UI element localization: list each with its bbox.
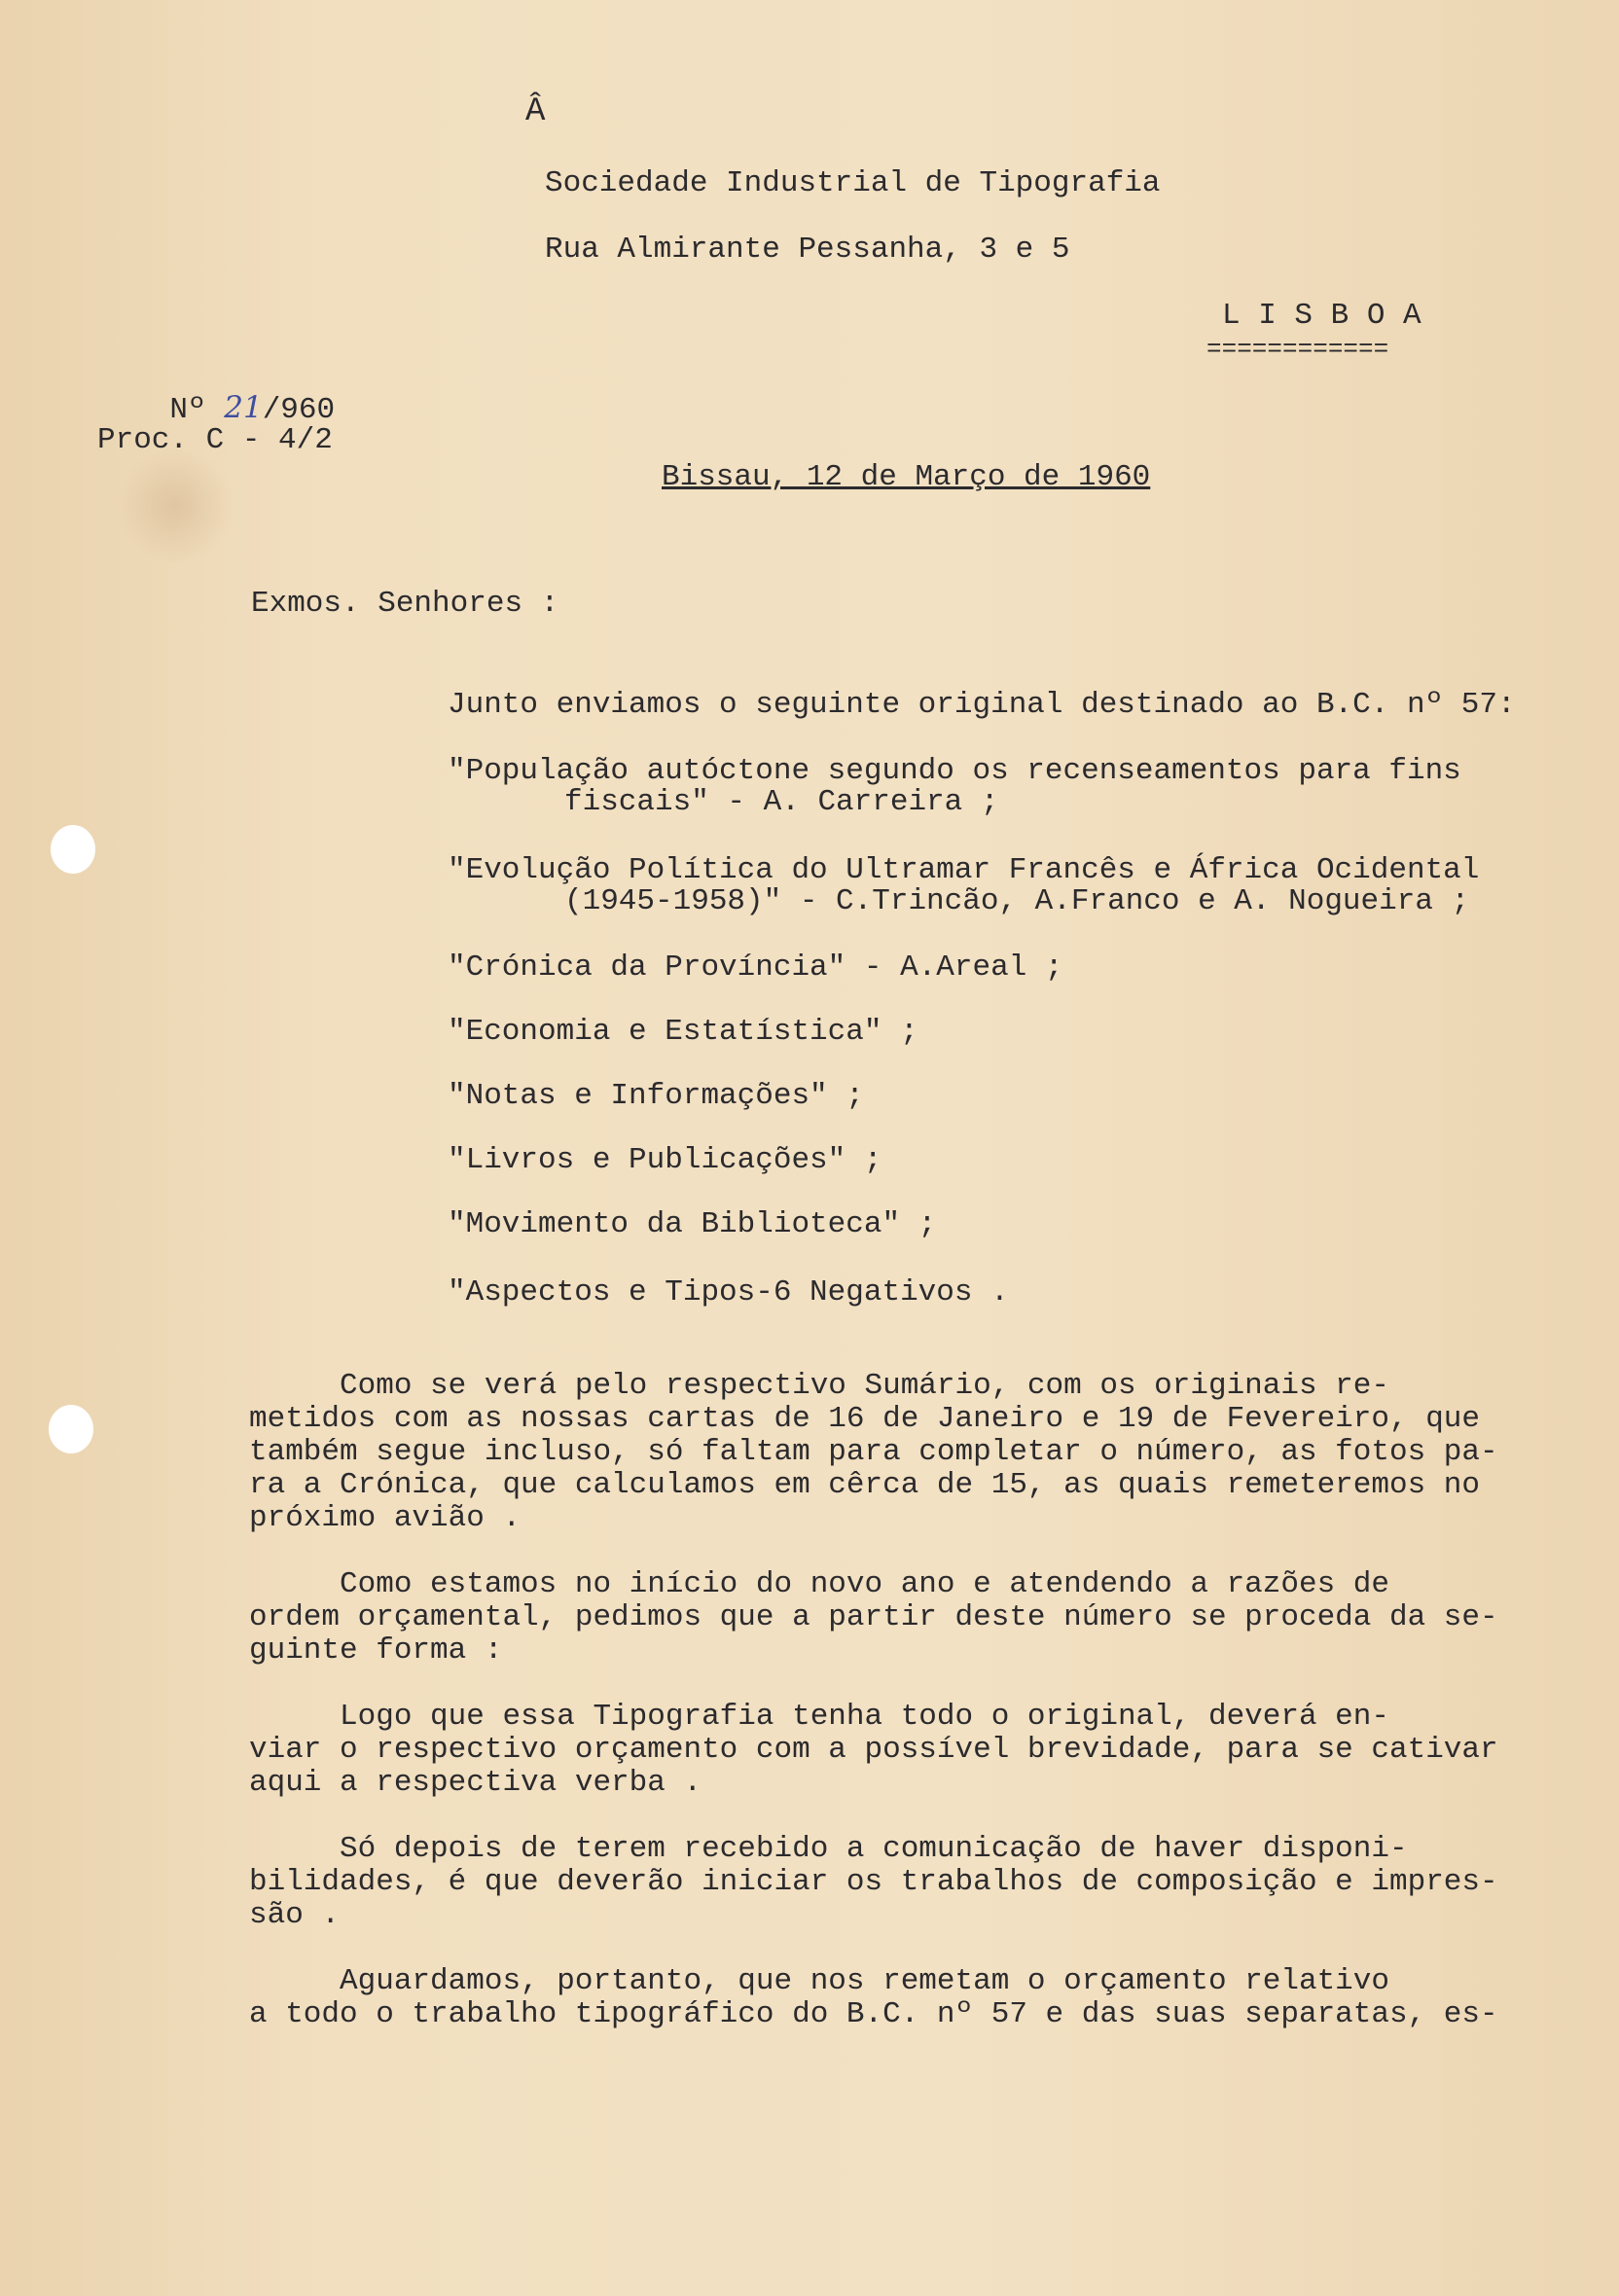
punch-hole-top <box>51 825 95 874</box>
list-item: "Livros e Publicações" ; <box>448 1143 882 1177</box>
addressee-name: Sociedade Industrial de Tipografia <box>545 166 1161 200</box>
list-item: "Movimento da Biblioteca" ; <box>448 1207 937 1241</box>
addressee-street: Rua Almirante Pessanha, 3 e 5 <box>545 233 1070 267</box>
paragraph-line: Como estamos no início do novo ano e atendendo a razões de <box>249 1567 1389 1601</box>
paragraph-line: ordem orçamental, pedimos que a partir deste número se proceda da se- <box>249 1600 1498 1634</box>
list-item-continuation: (1945-1958)" - C.Trincão, A.Franco e A. Nogueira ; <box>564 884 1470 918</box>
top-mark: Â <box>525 93 546 130</box>
paragraph-line: Logo que essa Tipografia tenha todo o original, deverá en- <box>249 1700 1389 1734</box>
list-item: "Notas e Informações" ; <box>448 1079 864 1113</box>
paragraph-line: metidos com as nossas cartas de 16 de Janeiro e 19 de Fevereiro, que <box>249 1402 1481 1436</box>
paragraph-line: a todo o trabalho tipográfico do B.C. nº 57 e das suas separatas, es- <box>249 1997 1498 2031</box>
paragraph-line: também segue incluso, só faltam para completar o número, as fotos pa- <box>249 1435 1498 1469</box>
list-item: "Aspectos e Tipos-6 Negativos . <box>448 1275 1009 1309</box>
paragraph-line: viar o respectivo orçamento com a possível brevidade, para se cativar <box>249 1733 1498 1767</box>
paragraph-line: Aguardamos, portanto, que nos remetam o orçamento relativo <box>249 1964 1389 1998</box>
list-item: "Economia e Estatística" ; <box>448 1015 918 1049</box>
process-reference: Proc. C - 4/2 <box>97 423 333 457</box>
reference-handwritten-number: 21 <box>224 390 263 425</box>
paragraph-line: são . <box>249 1898 341 1932</box>
list-item: "Crónica da Província" - A.Areal ; <box>448 951 1063 985</box>
paragraph-line: bilidades, é que deverão iniciar os trabalhos de composição e impres- <box>249 1865 1498 1899</box>
reference-suffix: /960 <box>262 393 336 427</box>
addressee-city: L I S B O A <box>1222 299 1421 333</box>
paragraph-line: guinte forma : <box>249 1633 503 1668</box>
paragraph-line: Só depois de terem recebido a comunicação de haver disponi- <box>249 1832 1408 1866</box>
intro-line: Junto enviamos o seguinte original destinado ao B.C. nº 57: <box>448 688 1516 722</box>
reference-prefix: Nº <box>169 393 206 427</box>
list-item-continuation: fiscais" - A. Carreira ; <box>564 785 999 819</box>
paragraph-line: aqui a respectiva verba . <box>249 1766 702 1800</box>
list-item: "Evolução Política do Ultramar Francês e África Ocidental <box>448 853 1480 887</box>
city-underline: ============ <box>1206 335 1389 364</box>
paragraph-line: Como se verá pelo respectivo Sumário, com os originais re- <box>249 1369 1389 1403</box>
paragraph-line: próximo avião . <box>249 1501 522 1535</box>
paragraph-line: ra a Crónica, que calculamos em cêrca de 15, as quais remeteremos no <box>249 1468 1481 1502</box>
punch-hole-bottom <box>49 1405 93 1453</box>
list-item: "População autóctone segundo os recenseamentos para fins <box>448 754 1461 788</box>
letter-date: Bissau, 12 de Março de 1960 <box>662 460 1151 494</box>
salutation: Exmos. Senhores : <box>251 587 559 621</box>
